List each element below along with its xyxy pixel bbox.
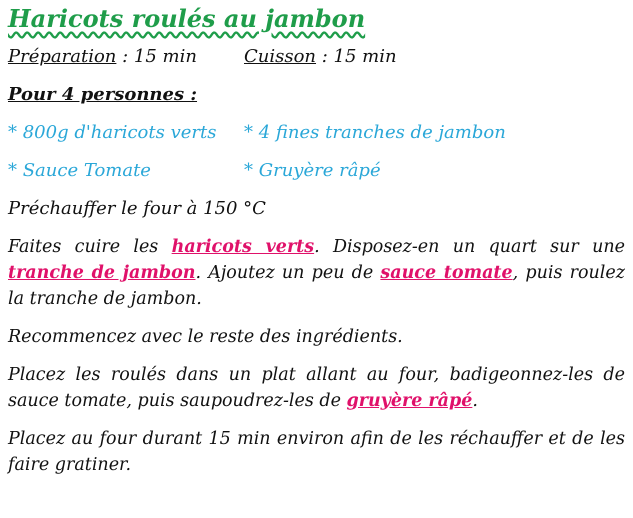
step-4: Placez au four durant 15 min environ afin de les réchauffer et de les faire gratiner.	[8, 429, 625, 475]
ingredient-item: * Sauce Tomate	[8, 160, 151, 181]
step-1	[8, 234, 625, 312]
step-text: . Disposez-en un quart sur une	[314, 237, 626, 257]
step-text: . Ajoutez un peu de	[195, 263, 381, 283]
prep-time	[8, 44, 244, 70]
ingredient-item: * 800g d'haricots verts	[8, 122, 217, 143]
step-text: .	[472, 391, 478, 411]
prep-value: : 15 min	[116, 46, 197, 67]
times-row	[8, 44, 625, 70]
ingredient-item: * Gruyère râpé	[244, 160, 381, 181]
ingredient-item: * 4 fines tranches de jambon	[244, 122, 506, 143]
step-text: , puis roulez la tranche de jambon.	[8, 263, 625, 309]
cook-time	[244, 44, 397, 70]
step-3	[8, 362, 625, 414]
cook-value: : 15 min	[316, 46, 397, 67]
highlight-ingredient: gruyère râpé	[346, 391, 473, 411]
preheat-instruction: Préchauffer le four à 150 °C	[8, 198, 266, 219]
step-text: Placez les roulés dans un plat allant au four, badigeonnez-les de sauce tomate, puis saupoudrez-les de	[8, 365, 625, 411]
prep-label: Préparation	[8, 46, 117, 67]
recipe-title: Haricots roulés au jambon	[8, 4, 366, 33]
highlight-ingredient: tranche de jambon	[8, 263, 196, 283]
ingredients-row-2	[8, 158, 625, 184]
highlight-ingredient: sauce tomate	[380, 263, 513, 283]
ingredients-row-1	[8, 120, 625, 146]
step-text: Faites cuire les	[8, 237, 172, 257]
step-2: Recommencez avec le reste des ingrédients.	[8, 327, 403, 347]
highlight-ingredient: haricots verts	[171, 237, 315, 257]
cook-label: Cuisson	[244, 46, 317, 67]
serves-heading: Pour 4 personnes :	[8, 84, 198, 105]
